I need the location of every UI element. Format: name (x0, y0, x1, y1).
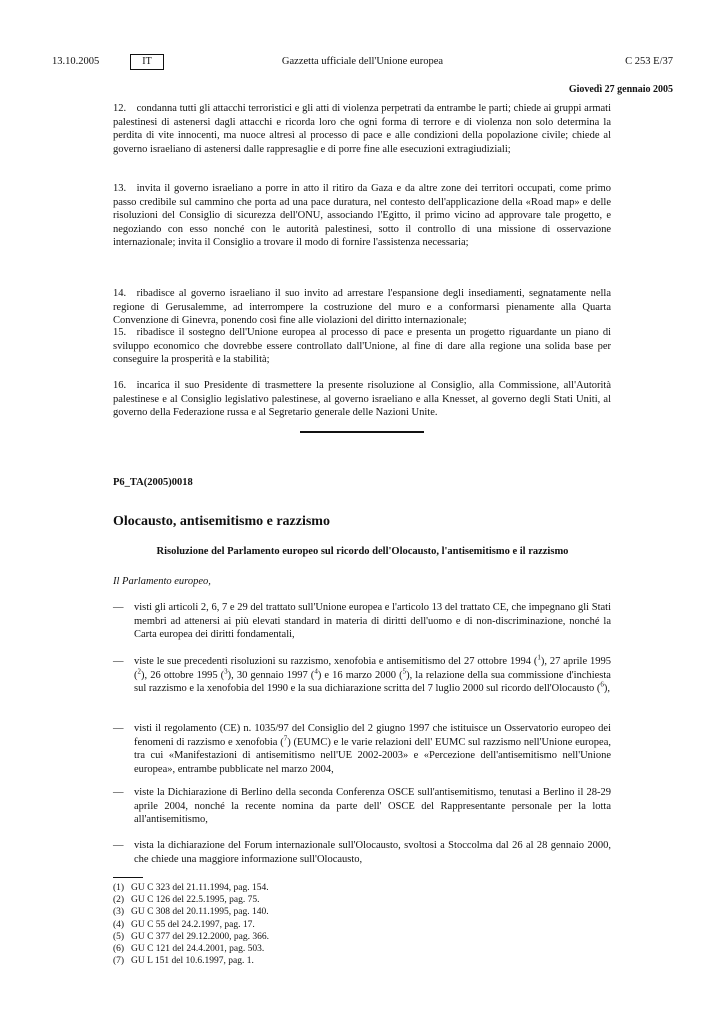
list-item (113, 722, 611, 776)
page-header (52, 56, 673, 72)
footnote-reference: 3 (224, 667, 228, 675)
footnote-marker: (5) (113, 931, 125, 942)
footnote-reference: 4 (314, 667, 318, 675)
list-item-text: viste la Dichiarazione di Berlino della seconda Conferenza OSCE sull'antisemitismo, tenutasi a Berlino il 28-29 aprile 2004, nonché la recente nomina da parte dell' OSCE del Rappresentante personale per la lotta all'antisemitismo, (134, 787, 611, 825)
list-item (113, 601, 611, 642)
paragraph-16: 16. incarica il suo Presidente di trasmettere la presente risoluzione al Consiglio, alla Commissione, all'Autorità palestinese e al Consiglio legislativo palestinese, al governo israeliano e alla Knesset, al governo degli Stati Uniti, al governo della Federazione russa e al Segretario generale delle Nazioni Unite. (113, 380, 611, 418)
list-item-text: vista la dichiarazione del Forum internazionale sull'Olocausto, svoltosi a Stoccolma dal 26 al 28 gennaio 2000, che chiede una maggiore informazione sull'Olocausto, (134, 840, 611, 865)
footnote-text: GU C 323 del 21.11.1994, pag. 154. (131, 883, 269, 893)
publication-date: 13.10.2005 (52, 56, 100, 67)
section-divider (300, 431, 424, 433)
footnote (113, 955, 269, 967)
footnote (113, 931, 269, 943)
footnote-text: GU C 126 del 22.5.1995, pag. 75. (131, 895, 260, 906)
journal-reference: C 253 E/37 (625, 56, 673, 67)
sitting-date: Giovedì 27 gennaio 2005 (568, 84, 673, 95)
paragraph-13: 13. invita il governo israeliano a porre in atto il ritiro da Gaza e da altre zone dei territori occupati, come primo passo credibile sul cammino che porta ad una pace duratura, nel contesto dell'applicazione della «Road map» e delle risoluzioni del Consiglio di sicurezza dell'ONU, associando l'Egitto, il primo vicino ad approvare tale progetto, e negoziando con esso nonché con le autorità palestinesi, sotto il controllo di una missione di osservazione internazionale; invita il Consiglio a trovare il modo di fornire l'assistenza necessaria; (113, 183, 611, 248)
footnote-text: GU C 308 del 20.11.1995, pag. 140. (131, 907, 269, 918)
dash-bullet: — (113, 840, 124, 851)
footnotes (113, 882, 269, 967)
footnote-reference: 2 (137, 667, 141, 675)
list-item-text: viste le sue precedenti risoluzioni su razzismo, xenofobia e antisemitismo del 27 ottobre 1994 ($^1$), 27 aprile 1995 ($^2$), 26 ottobre 1995 ($^3$), 30 gennaio 1997 ($^4$) e 16 marzo 2000 ($^5$), la relazione della sua commissione d'inchiesta sul razzismo e la xenofobia del 1990 e la sua dichiarazione scritta del 7 luglio 2000 sul ricordo dell'Olocausto ($^6$), (134, 653, 611, 694)
footnote (113, 894, 269, 906)
language-code-box: IT (130, 54, 164, 70)
document-code: P6_TA(2005)0018 (113, 477, 193, 488)
footnote (113, 919, 269, 931)
journal-title: Gazzetta ufficiale dell'Unione europea (281, 56, 444, 67)
dash-bullet: — (113, 656, 124, 667)
footnote-marker: (4) (113, 919, 125, 930)
footnote (113, 943, 269, 955)
paragraph-14: 14. ribadisce al governo israeliano il suo invito ad arrestare l'espansione degli insediamenti, segnatamente nella regione di Gerusalemme, ad interrompere la costruzione del muro e a conformarsi pienamente alla Quarta Convenzione di Ginevra, ponendo così fine alle violazioni del diritto internazionale; (113, 288, 611, 326)
footnote-marker: (6) (113, 944, 125, 955)
footnote-reference: 6 (600, 680, 604, 689)
list-item-text: visti il regolamento (CE) n. 1035/97 del Consiglio del 2 giugno 1997 che istituisce un Osservatorio europeo dei fenomeni di razzismo e xenofobia ($^7$) (EUMC) e le varie relazioni dell' EUMC sul razzismo nell'Unione europea, tra cui «Manifestazioni di antisemitismo nell'UE 2002-2003» e «Percezione dell'antisemitismo nell'Unione europea», entrambe pubblicate nel marzo 2004, (134, 723, 612, 775)
footnote-separator (113, 877, 143, 878)
paragraph-12: 12. condanna tutti gli attacchi terroristici e gli atti di violenza perpetrati da entrambe le parti; chiede ai gruppi armati palestinesi di astenersi dagli attacchi e ricorda loro che ogni forma di terrore e di violenza non solo determina la perdita di vite innocenti, ma nuoce altresì al processo di pace e alle condizioni della popolazione civile; chiede al governo israeliano di astenersi dalle rappresaglie e di porre fine alle esecuzioni extragiudiziali; (113, 103, 611, 155)
dash-bullet: — (113, 602, 124, 613)
footnote-reference: 5 (402, 667, 407, 675)
footnote-reference: 1 (537, 653, 541, 662)
footnote-text: GU C 377 del 29.12.2000, pag. 366. (131, 931, 270, 942)
paragraph-15: 15. ribadisce il sostegno dell'Unione europea al processo di pace e presenta un progetto riguardante un piano di sviluppo economico che dovrebbe essere controllato dall'Unione, al fine di dare alla regione una solida base per conseguire la prosperità e la stabilità; (113, 327, 611, 365)
footnote-text: GU C 55 del 24.2.1997, pag. 17. (131, 919, 255, 930)
dash-bullet: — (113, 787, 124, 798)
footnote-marker: (1) (113, 883, 125, 893)
footnote-marker: (3) (113, 907, 125, 918)
footnote-reference: 7 (283, 734, 288, 742)
section-heading: Olocausto, antisemitismo e razzismo (113, 514, 330, 529)
list-item (113, 839, 611, 866)
footnote (113, 906, 269, 918)
footnote (113, 882, 269, 894)
list-item-text: visti gli articoli 2, 6, 7 e 29 del trattato sull'Unione europea e l'articolo 13 del trattato CE, che impegnano gli Stati membri ad attenersi ai più elevati standard in materia di diritti dell'uomo e di non-discriminazione, nonché la Carta europea dei diritti fondamentali, (134, 602, 611, 640)
resolution-subheading: Risoluzione del Parlamento europeo sul ricordo dell'Olocausto, l'antisemitismo e il razzismo (156, 546, 569, 557)
list-item (113, 786, 611, 827)
footnote-text: GU C 121 del 24.4.2001, pag. 503. (131, 944, 265, 955)
footnote-text: GU L 151 del 10.6.1997, pag. 1. (131, 956, 254, 967)
resolution-intro: Il Parlamento europeo, (113, 576, 211, 587)
dash-bullet: — (113, 723, 124, 734)
footnote-marker: (7) (113, 956, 125, 967)
list-item (113, 655, 611, 696)
footnote-marker: (2) (113, 895, 125, 906)
